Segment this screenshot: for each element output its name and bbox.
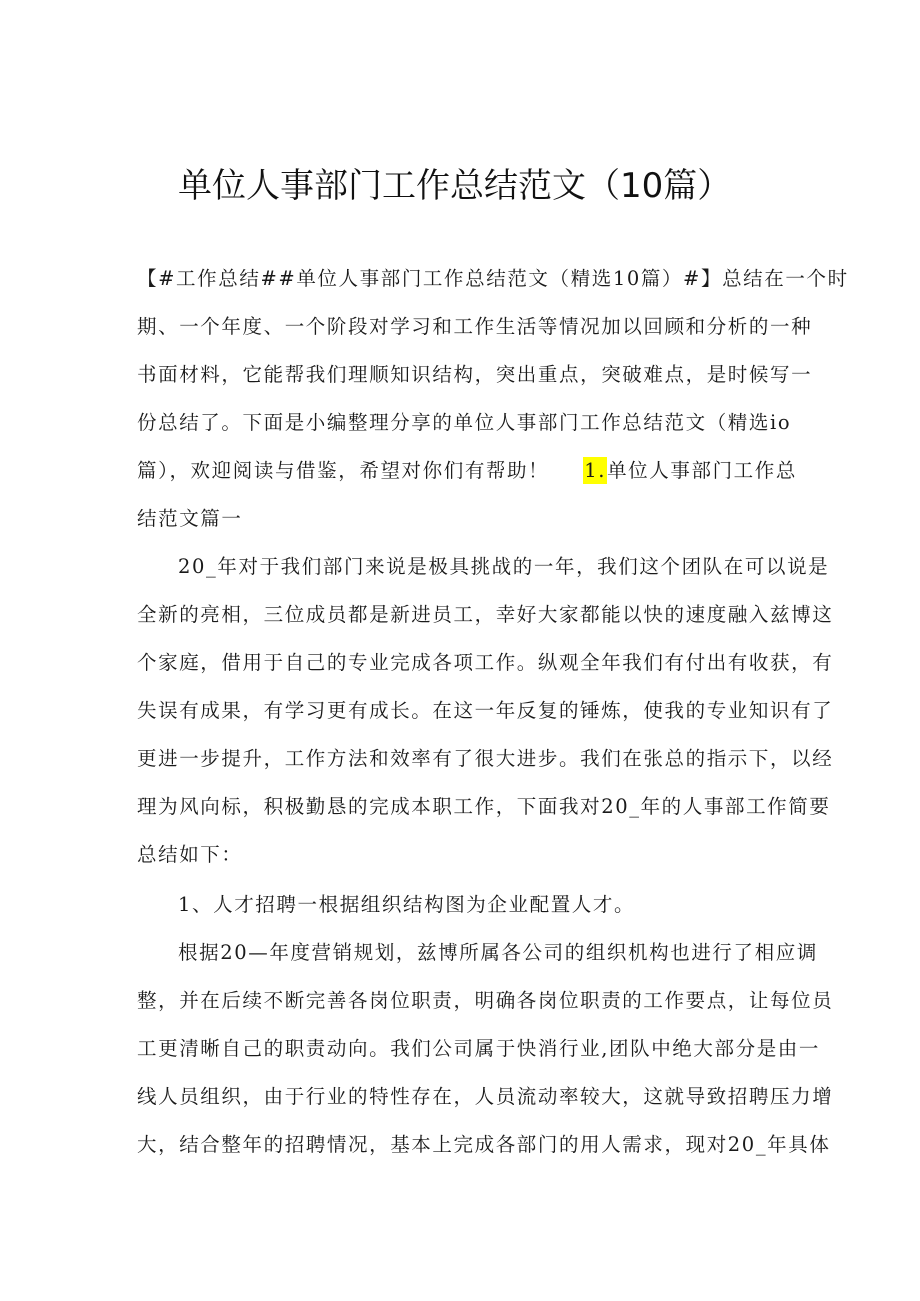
para1-line-5: 更进一步提升，工作方法和效率有了很大进步。我们在张总的指示下，以经 xyxy=(137,747,834,770)
para2-line-5: 大，结合整年的招聘情况，基本上完成各部门的用人需求，现对20_年具体 xyxy=(137,1133,831,1156)
para2-line-4: 线人员组织，由于行业的特性存在，人员流动率较大，这就导致招聘压力增 xyxy=(137,1085,834,1108)
intro-line-5 xyxy=(137,455,797,483)
para2-line-3: 工更清晰自己的职责动向。我们公司属于快消行业,团队中绝大部分是由一 xyxy=(137,1037,820,1060)
para2-line-1: 根据20—年度营销规划，兹博所属各公司的组织机构也进行了相应调 xyxy=(178,941,818,964)
intro-line-4: 份总结了。下面是小编整理分享的单位人事部门工作总结范文（精选io xyxy=(137,411,792,434)
para1-line-2: 全新的亮相，三位成员都是新进员工，幸好大家都能以快的速度融入兹博这 xyxy=(137,603,834,626)
intro-line-1: 【#工作总结##单位人事部门工作总结范文（精选10篇）#】总结在一个时 xyxy=(137,267,849,290)
para1-line-6: 理为风向标，积极勤恳的完成本职工作，下面我对20_年的人事部工作简要 xyxy=(137,795,831,818)
highlight-marker: 1. xyxy=(584,459,607,482)
document-title: 单位人事部门工作总结范文（10篇） xyxy=(178,166,732,206)
para1-line-1: 20_年对于我们部门来说是极具挑战的一年，我们这个团队在可以说是 xyxy=(178,555,830,578)
intro-line-2: 期、一个年度、一个阶段对学习和工作生活等情况加以回顾和分析的一种 xyxy=(137,315,813,338)
para1-line-7: 总结如下： xyxy=(137,843,243,866)
para2-line-2: 整，并在后续不断完善各岗位职责，明确各岗位职责的工作要点，让每位员 xyxy=(137,989,834,1012)
intro-line-5-text: 篇），欢迎阅读与借鉴，希望对你们有帮助！ xyxy=(137,459,550,482)
para1-line-4: 失误有成果，有学习更有成长。在这一年反复的锤炼，使我的专业知识有了 xyxy=(137,699,834,722)
intro-line-6: 结范文篇一 xyxy=(137,507,243,530)
intro-line-3: 书面材料，它能帮我们理顺知识结构，突出重点，突破难点，是时候写一 xyxy=(137,363,813,386)
para1-line-3: 个家庭，借用于自己的专业完成各项工作。纵观全年我们有付出有收获，有 xyxy=(137,651,834,674)
intro-line-5-tail: 单位人事部门工作总 xyxy=(607,459,797,482)
section-heading-1: 1、人才招聘一根据组织结构图为企业配置人才。 xyxy=(178,893,636,916)
